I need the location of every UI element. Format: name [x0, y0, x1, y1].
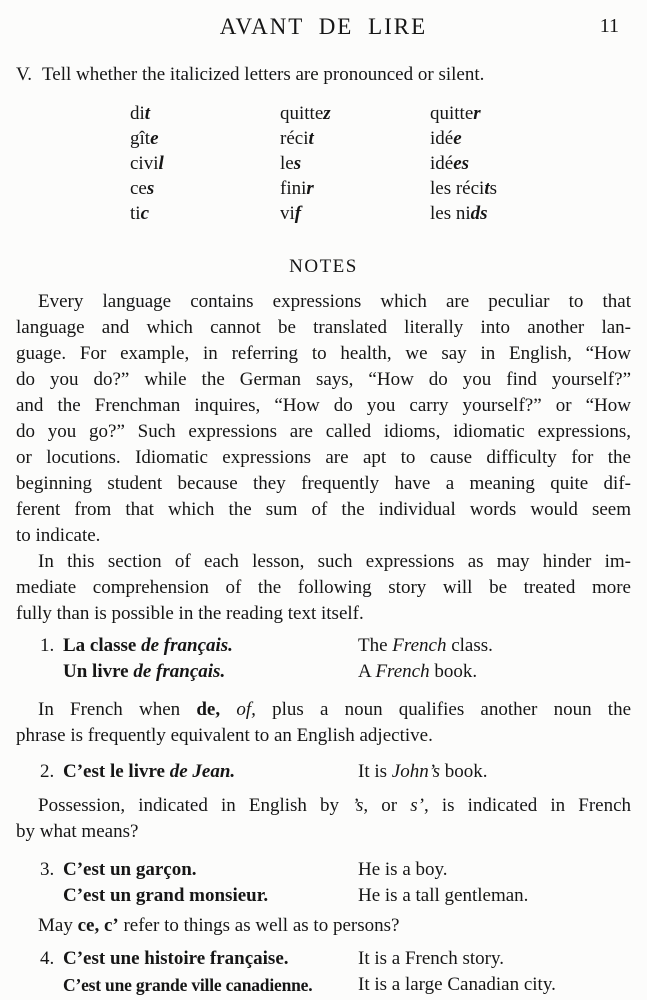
example-4	[16, 946, 631, 998]
notes-paragraph-possession	[16, 793, 631, 845]
example-row	[16, 633, 631, 659]
example-row	[16, 972, 631, 998]
example-number	[40, 883, 63, 909]
exercise-label: V.	[16, 64, 33, 85]
example-3	[16, 857, 631, 909]
paragraph-line: In French when de, of, plus a noun qualifies another noun the	[38, 699, 631, 720]
word-item: récit	[280, 128, 314, 149]
word-item: les récits	[430, 178, 498, 199]
word-item: ces	[130, 178, 155, 199]
example-english: It is John’s book.	[358, 761, 488, 782]
example-english: He is a boy.	[358, 859, 448, 880]
word-item: civil	[130, 153, 164, 174]
word-item: vif	[280, 203, 302, 224]
example-english: He is a tall gentleman.	[358, 885, 529, 906]
word-list	[130, 101, 631, 226]
word-item: tic	[130, 203, 149, 224]
notes-heading: NOTES	[289, 256, 358, 277]
paragraph-line: fully than is possible in the reading text itself.	[16, 603, 364, 624]
notes-paragraph-de-of	[16, 697, 631, 749]
example-number: 2.	[40, 761, 55, 782]
paragraph-line: Every language contains expressions which are peculiar to that	[38, 291, 631, 312]
example-row	[16, 759, 631, 785]
paragraph-line: Possession, indicated in English by ’s, or s’, is indicated in French	[38, 795, 631, 816]
paragraph-line: and the Frenchman inquires, “How do you carry yourself?” or “How	[16, 395, 631, 416]
example-english: A French book.	[358, 661, 478, 682]
example-number: 1.	[40, 635, 55, 656]
paragraph-line: or locutions. Idiomatic expressions are apt to cause difficulty for the	[16, 447, 631, 468]
word-item: les	[280, 153, 302, 174]
example-english: The French class.	[358, 635, 493, 656]
example-english: It is a large Canadian city.	[358, 974, 556, 995]
paragraph-line: In this section of each lesson, such expressions as may hinder im-	[38, 551, 631, 572]
word-item: les nids	[430, 203, 488, 224]
paragraph-line: beginning student because they frequently have a meaning quite dif-	[16, 473, 631, 494]
paragraph-line: phrase is frequently equivalent to an English adjective.	[16, 725, 433, 746]
word-item: finir	[280, 178, 314, 199]
page-number: 11	[599, 15, 619, 37]
example-row	[16, 857, 631, 883]
word-item: idée	[430, 128, 462, 149]
example-french: C’est une histoire française.	[63, 948, 289, 969]
paragraph-line: guage. For example, in referring to health, we say in English, “How	[16, 343, 631, 364]
word-row	[130, 126, 631, 151]
word-item: quitter	[430, 103, 481, 124]
example-row	[16, 946, 631, 972]
example-french: La classe de français.	[63, 635, 233, 656]
paragraph-line: by what means?	[16, 821, 139, 842]
notes-paragraph-2	[16, 549, 631, 627]
example-french: C’est un grand monsieur.	[63, 885, 269, 906]
example-row	[16, 659, 631, 685]
example-1	[16, 633, 631, 685]
word-row	[130, 101, 631, 126]
example-row	[16, 883, 631, 909]
example-number	[40, 972, 63, 998]
word-item: idées	[430, 153, 470, 174]
running-header	[16, 14, 631, 44]
example-french: C’est le livre de Jean.	[63, 761, 236, 782]
example-2	[16, 759, 631, 785]
word-item: gîte	[130, 128, 159, 149]
example-french: C’est une grande ville canadienne.	[63, 975, 313, 995]
paragraph-line: do you do?” while the German says, “How do you find yourself?”	[16, 369, 631, 390]
notes-paragraph-may-ce	[16, 913, 631, 939]
paragraph-line: ferent from that which the sum of the individual words would seem	[16, 499, 631, 520]
example-english: It is a French story.	[358, 948, 504, 969]
paragraph-line: May ce, c’ refer to things as well as to persons?	[38, 915, 400, 936]
example-french: Un livre de français.	[63, 661, 226, 682]
paragraph-line: language and which cannot be translated literally into another lan-	[16, 317, 631, 338]
example-number: 3.	[40, 859, 55, 880]
paragraph-line: do you go?” Such expressions are called idioms, idiomatic expressions,	[16, 421, 631, 442]
word-item: dit	[130, 103, 151, 124]
page-title: AVANT DE LIRE	[219, 14, 428, 39]
paragraph-line: to indicate.	[16, 525, 101, 546]
example-french: C’est un garçon.	[63, 859, 197, 880]
notes-paragraph-1	[16, 289, 631, 549]
exercise-v	[16, 62, 631, 88]
word-row	[130, 201, 631, 226]
example-number	[40, 659, 63, 685]
word-row	[130, 176, 631, 201]
example-number: 4.	[40, 948, 55, 969]
word-item: quittez	[280, 103, 331, 124]
exercise-instruction: Tell whether the italicized letters are pronounced or silent.	[42, 64, 485, 85]
word-row	[130, 151, 631, 176]
paragraph-line: mediate comprehension of the following story will be treated more	[16, 577, 631, 598]
